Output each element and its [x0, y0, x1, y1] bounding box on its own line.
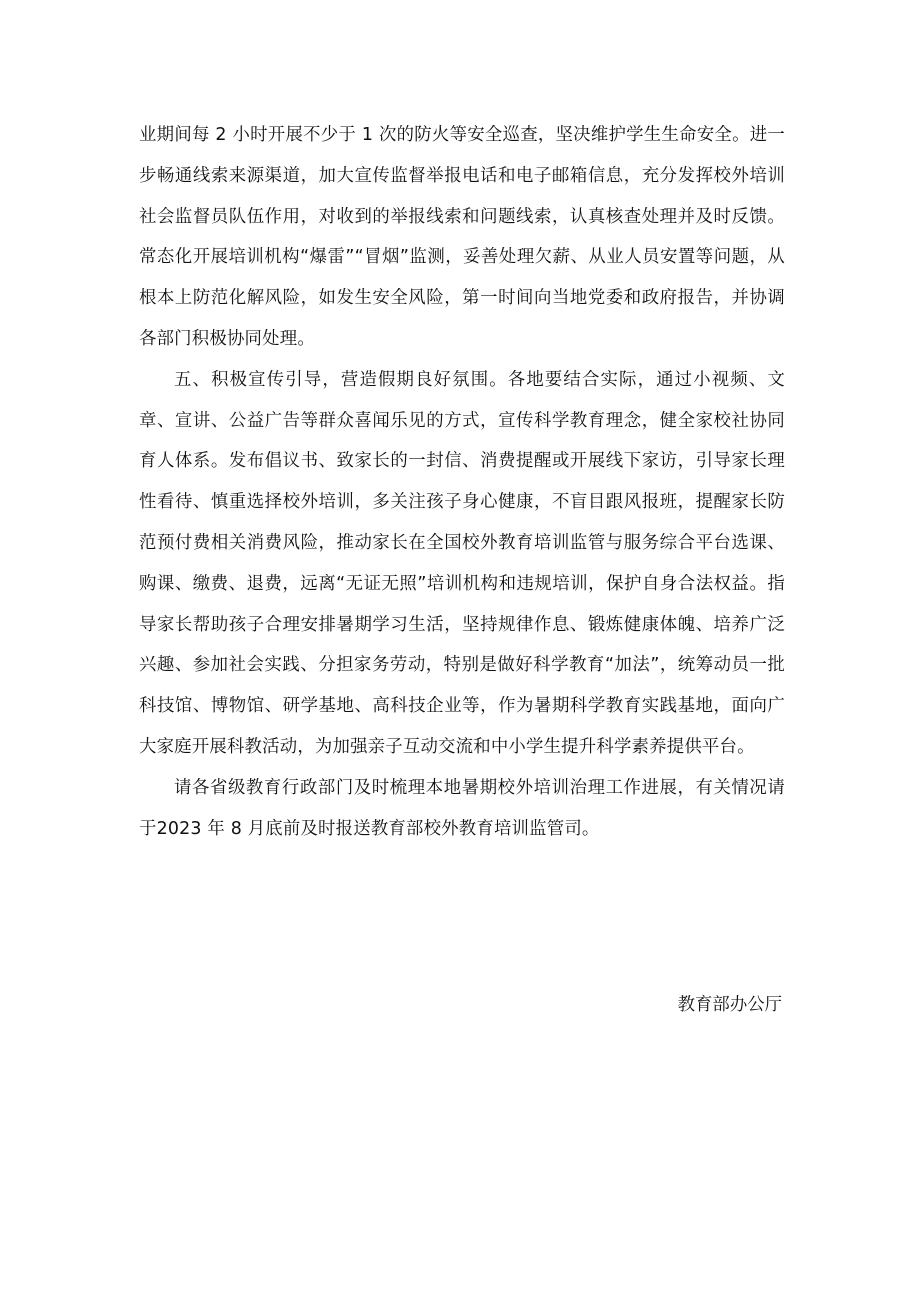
- signature-issuer: 教育部办公厅: [677, 995, 782, 1015]
- document-body: [139, 115, 785, 849]
- paragraph-closing-request: 请各省级教育行政部门及时梳理本地暑期校外培训治理工作进展，有关情况请于2023 年 8 月底前及时报送教育部校外教育培训监管司。: [139, 777, 785, 839]
- paragraph-section-five: 五、积极宣传引导，营造假期良好氛围。各地要结合实际，通过小视频、文章、宣讲、公益广告等群众喜闻乐见的方式，宣传科学教育理念，健全家校社协同育人体系。发布倡议书、致家长的一封信、消费提醒或开展线下家访，引导家长理性看待、慎重选择校外培训，多关注孩子身心健康，不盲目跟风报班，提醒家长防范预付费相关消费风险，推动家长在全国校外教育培训监管与服务综合平台选课、购课、缴费、退费，远离“无证无照”培训机构和违规培训，保护自身合法权益。指导家长帮助孩子合理安排暑期学习生活，坚持规律作息、锻炼健康体魄、培养广泛兴趣、参加社会实践、分担家务劳动，特别是做好科学教育“加法”，统筹动员一批科技馆、博物馆、研学基地、高科技企业等，作为暑期科学教育实践基地，面向广大家庭开展科教活动，为加强亲子互动交流和中小学生提升科学素养提供平台。: [139, 369, 785, 757]
- paragraph-continuation: 业期间每 2 小时开展不少于 1 次的防火等安全巡查，坚决维护学生生命安全。进一步畅通线索来源渠道，加大宣传监督举报电话和电子邮箱信息，充分发挥校外培训社会监督员队伍作用，对收到的举报线索和问题线索，认真核查处理并及时反馈。常态化开展培训机构“爆雷”“冒烟”监测，妥善处理欠薪、从业人员安置等问题，从根本上防范化解风险，如发生安全风险，第一时间向当地党委和政府报告，并协调各部门积极协同处理。: [139, 125, 785, 349]
